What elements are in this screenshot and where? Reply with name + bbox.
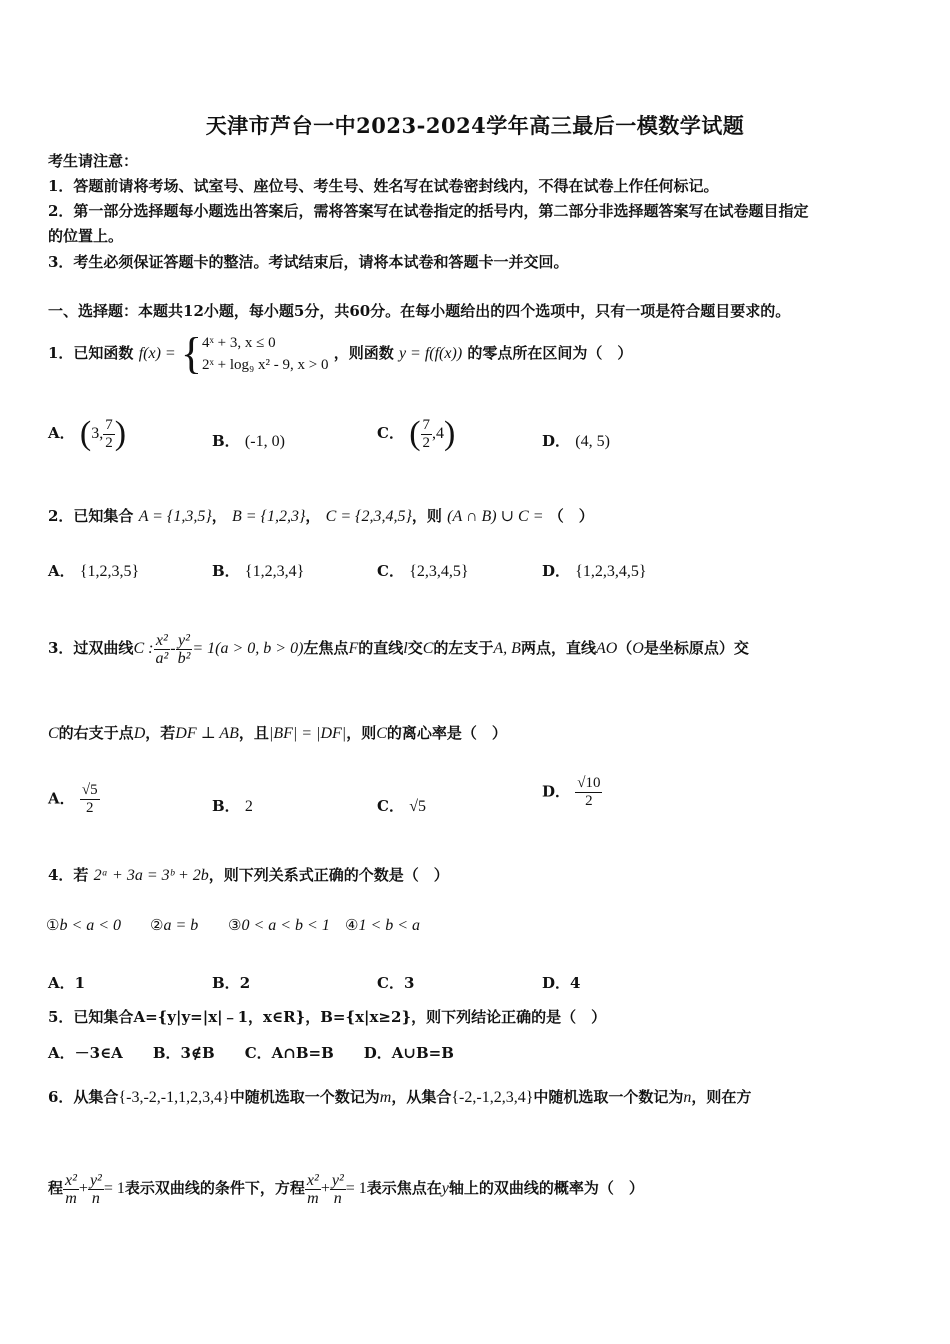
text: 程 — [48, 1179, 64, 1197]
option-label: B． — [212, 797, 240, 815]
frac-num: 7 — [105, 416, 113, 433]
notice-item: 的位置上。 — [48, 227, 124, 245]
var: F — [348, 640, 359, 657]
text: 中随机选取一个数记为 — [533, 1088, 684, 1106]
q5-options[interactable]: A．－3∈A B．3∉B C．A∩B=B D．A∪B=B — [48, 1044, 454, 1062]
option-label: B． — [212, 432, 240, 450]
circle-number: ④ — [345, 916, 359, 934]
fraction — [80, 782, 100, 817]
q4-statement — [228, 916, 330, 935]
var: m — [379, 1089, 392, 1106]
var: C — [422, 640, 434, 657]
option-value: 3, — [91, 425, 104, 442]
frac-den: a² — [155, 649, 169, 667]
question-6 — [48, 1086, 751, 1109]
text: 轴上的双曲线的概率为（ ） — [448, 1179, 644, 1197]
text: 表示焦点在 — [366, 1179, 442, 1197]
q6-set-1: {-3,-2,-1,1,2,3,4} — [118, 1089, 230, 1106]
frac-num: √5 — [81, 782, 98, 798]
frac-num: y² — [331, 1171, 344, 1189]
option-label: D． — [542, 432, 571, 450]
frac-num: x² — [65, 1171, 77, 1189]
fraction — [176, 632, 193, 667]
fraction — [103, 417, 115, 452]
frac-den: 2 — [422, 434, 431, 451]
text: 的右支于点 — [58, 724, 134, 742]
q3-option-d[interactable] — [542, 775, 602, 810]
option-label: D． — [542, 974, 571, 992]
plus: + — [78, 1180, 88, 1197]
q2-set-a: A = {1,3,5} — [138, 508, 212, 525]
q3-option-c[interactable] — [377, 795, 426, 816]
var: n — [683, 1089, 692, 1106]
text: 表示双曲线的条件下，方程 — [124, 1179, 305, 1197]
notice-item: 2．第一部分选择题每小题选出答案后，需将答案写在试卷指定的括号内，第二部分非选择题答案写在试卷题目指定 — [48, 202, 809, 220]
q1-fx: f(x) = — [138, 345, 176, 362]
q2-set-c: C = {2,3,4,5} — [325, 508, 412, 525]
text: ，则 — [346, 724, 377, 742]
option-value: (4, 5) — [575, 433, 610, 450]
q3-option-a[interactable] — [48, 782, 100, 817]
frac-den: n — [91, 1189, 100, 1207]
var: AO — [595, 640, 618, 657]
var: C — [376, 725, 387, 742]
q3-curve: C : — [133, 640, 154, 657]
option-value: {1,2,3,4,5} — [575, 563, 647, 580]
q4-expr: 2ᵃ + 3a = 3ᵇ + 2b — [93, 867, 209, 884]
frac-den: 2 — [105, 434, 113, 451]
question-2 — [48, 505, 594, 528]
circle-number: ③ — [228, 916, 242, 934]
var: D — [133, 725, 146, 742]
q1-tail: 的零点所在区间为（ ） — [467, 344, 633, 362]
frac-num: x² — [155, 631, 168, 649]
q1-brace: { — [180, 329, 203, 378]
q3-number: 3．过双曲线 — [48, 639, 134, 657]
option-label: C． — [377, 797, 404, 815]
q3-abs-eq: |BF| = |DF| — [268, 725, 347, 742]
fraction — [305, 1172, 321, 1207]
question-3 — [48, 628, 749, 669]
frac-den: 2 — [85, 800, 94, 816]
q2-set-b: B = {1,2,3} — [232, 508, 306, 525]
eq: = 1 — [103, 1180, 125, 1197]
option-label: C． — [377, 974, 404, 992]
option-value: 4 — [570, 974, 581, 992]
frac-den: b² — [177, 649, 191, 667]
option-label: C． — [377, 424, 404, 442]
page-title: 天津市芦台一中2023-2024学年高三最后一模数学试题 — [205, 113, 745, 138]
text: ，则在方 — [691, 1088, 752, 1106]
text: ，从集合 — [391, 1088, 452, 1106]
var: y — [441, 1180, 449, 1197]
frac-den: m — [65, 1189, 77, 1207]
q4-tail: ，则下列关系式正确的个数是（ ） — [208, 866, 449, 884]
q1-option-b[interactable] — [212, 430, 285, 451]
option-value: {1,2,3,5} — [79, 563, 140, 580]
q2-number: 2．已知集合 — [48, 507, 134, 525]
option-label: B． — [212, 562, 240, 580]
fraction — [330, 1172, 346, 1207]
q4-number: 4．若 — [48, 866, 89, 884]
question-3-line-2 — [48, 722, 507, 745]
fraction — [88, 1172, 104, 1207]
option-value: 2 — [244, 798, 253, 815]
var: A, B — [493, 640, 521, 657]
q2-expr: (A ∩ B) ∪ C = — [447, 508, 544, 525]
option-label: A． — [48, 562, 75, 580]
q4-option-b[interactable] — [212, 972, 250, 993]
text: ，且 — [238, 724, 269, 742]
frac-num: y² — [178, 631, 190, 649]
q2-then: ，则 — [411, 507, 442, 525]
option-value: (-1, 0) — [244, 433, 285, 450]
q1-option-c[interactable] — [377, 415, 455, 453]
q2-option-d[interactable] — [542, 560, 647, 581]
option-label: D． — [542, 562, 571, 580]
option-value: 2 — [239, 974, 251, 992]
option-label: B． — [212, 974, 240, 992]
sep: ， — [305, 507, 321, 525]
frac-den: 2 — [585, 793, 593, 809]
q1-mid: ，则函数 — [333, 344, 394, 362]
statement-expr: 1 < b < a — [358, 917, 421, 934]
notice-heading: 考生请注意： — [48, 152, 139, 170]
q3-perp: DF ⊥ AB — [175, 725, 239, 742]
text: 中随机选取一个数记为 — [229, 1088, 380, 1106]
text: （ — [617, 639, 633, 657]
q3-condition: = 1(a > 0, b > 0) — [192, 640, 304, 657]
eq: = 1 — [345, 1180, 367, 1197]
statement-expr: 0 < a < b < 1 — [241, 917, 330, 934]
q4-option-c[interactable] — [377, 972, 414, 993]
statement-expr: b < a < 0 — [59, 917, 122, 934]
q1-case-1: 4ˣ + 3, x ≤ 0 — [202, 335, 276, 351]
q6-set-2: {-2,-1,2,3,4} — [451, 1089, 534, 1106]
q2-option-b[interactable] — [212, 560, 304, 581]
minus: - — [170, 640, 176, 657]
plus: + — [320, 1180, 330, 1197]
fraction — [153, 632, 170, 667]
option-value: {2,3,4,5} — [409, 563, 469, 580]
notice-item: 1．答题前请将考场、试室号、座位号、考生号、姓名写在试卷密封线内，不得在试卷上作任何标记。 — [48, 177, 719, 195]
option-value: 3 — [403, 974, 415, 992]
option-label: A． — [48, 974, 75, 992]
text: 的离心率是（ ） — [386, 724, 507, 742]
option-value: 1 — [74, 974, 86, 992]
var: O — [632, 640, 644, 657]
q4-option-d[interactable] — [542, 972, 580, 993]
paren: ( — [409, 415, 421, 452]
frac-num: y² — [89, 1171, 102, 1189]
q1-case-2: 2ˣ + log₉ x² - 9, x > 0 — [202, 357, 329, 373]
section-heading: 一、选择题：本题共12小题，每小题5分，共60分。在每小题给出的四个选项中，只有一项是符合题目要求的。 — [48, 302, 791, 320]
q1-number: 1．已知函数 — [48, 344, 134, 362]
question-6-line-2 — [48, 1168, 644, 1209]
circle-number: ① — [46, 916, 60, 934]
frac-den: n — [333, 1189, 342, 1207]
notice-item: 3．考生必须保证答题卡的整洁。考试结束后，请将本试卷和答题卡一并交回。 — [48, 253, 569, 271]
option-label: C． — [377, 562, 404, 580]
option-value: {1,2,3,4} — [244, 563, 305, 580]
q4-statement — [150, 916, 198, 935]
frac-den: m — [307, 1189, 319, 1207]
option-label: A． — [48, 424, 75, 442]
text: 两点，直线 — [520, 639, 596, 657]
text: 的直线 — [358, 639, 404, 657]
paren: ) — [114, 415, 127, 452]
circle-number: ② — [150, 916, 164, 934]
question-1 — [48, 328, 632, 379]
paren: ( — [79, 415, 92, 452]
option-label: D． — [542, 782, 571, 801]
text: ，若 — [145, 724, 176, 742]
q3-option-b[interactable] — [212, 795, 253, 816]
statement-expr: a = b — [163, 917, 199, 934]
q4-statement — [345, 916, 420, 935]
frac-num: x² — [306, 1171, 319, 1189]
text: 的左支于 — [433, 639, 494, 657]
frac-num: √10 — [577, 775, 601, 791]
q1-yfx: y = f(f(x)) — [398, 345, 463, 362]
sep: ， — [211, 507, 227, 525]
text: 是坐标原点）交 — [643, 639, 749, 657]
q2-option-a[interactable] — [48, 560, 139, 581]
paren: ) — [444, 415, 456, 452]
fraction — [421, 417, 433, 452]
question-4 — [48, 864, 449, 887]
q2-option-c[interactable] — [377, 560, 469, 581]
q1-piecewise — [180, 329, 329, 378]
q1-option-a[interactable] — [48, 415, 126, 453]
q1-cases — [202, 332, 328, 376]
q1-option-d[interactable] — [542, 430, 610, 451]
fraction — [63, 1172, 79, 1207]
text: 交 — [407, 639, 423, 657]
q6-number: 6．从集合 — [48, 1088, 119, 1106]
frac-num: 7 — [422, 416, 431, 433]
var: l — [403, 640, 408, 657]
q4-option-a[interactable] — [48, 972, 85, 993]
fraction — [575, 775, 602, 810]
text: 左焦点 — [303, 639, 349, 657]
var: C — [48, 725, 59, 742]
question-5: 5．已知集合A={y|y=|x|﹣1，x∈R}，B={x|x≥2}，则下列结论正确的是（ ） — [48, 1008, 607, 1026]
option-value: √5 — [409, 798, 426, 815]
option-value: ,4 — [432, 425, 445, 442]
q2-tail: （ ） — [548, 507, 594, 525]
q4-statement — [46, 916, 121, 935]
option-label: A． — [48, 789, 75, 808]
